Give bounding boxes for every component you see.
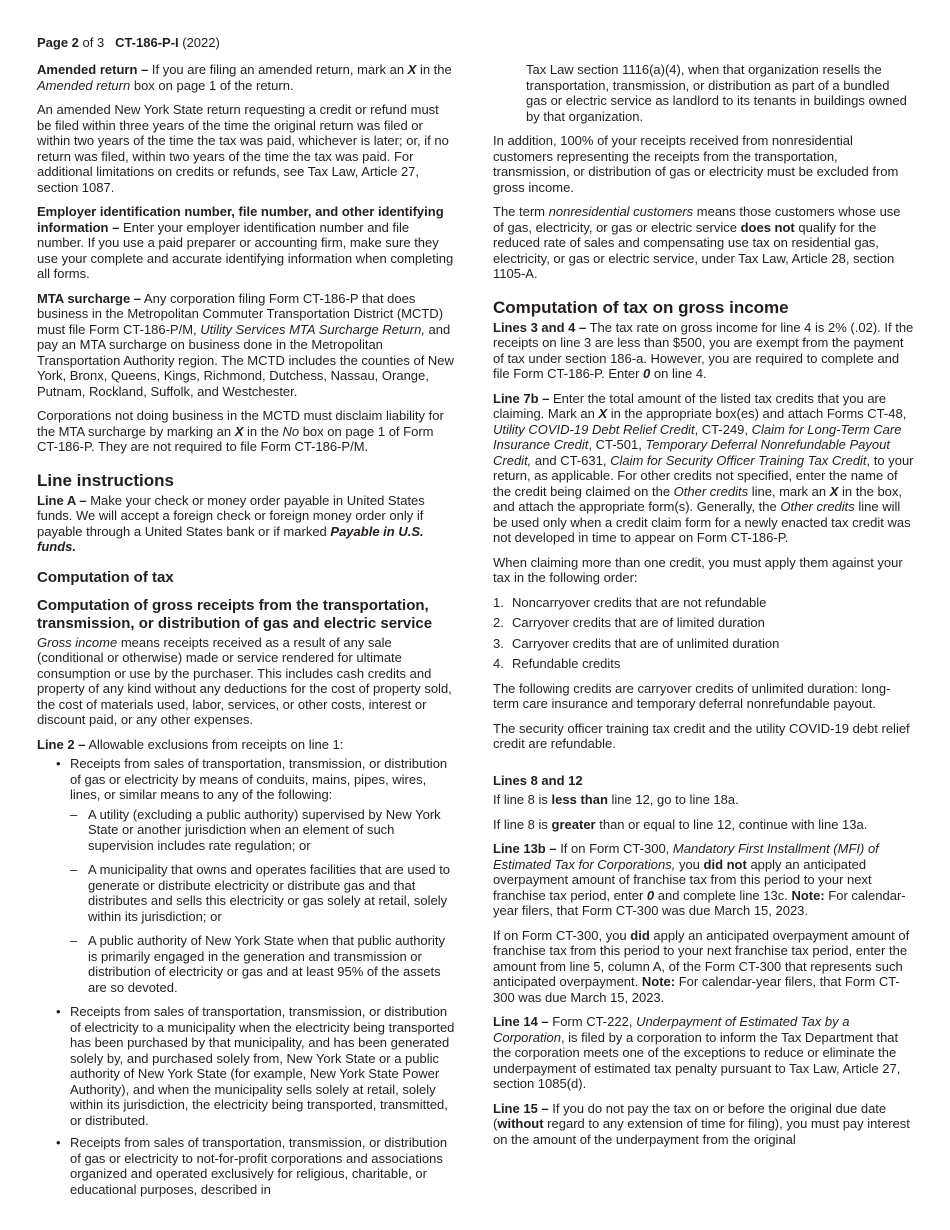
page-header xyxy=(37,35,220,51)
page-count: of 3 xyxy=(78,35,116,50)
line-8-greater-paragraph: If line 8 is greater than or equal to line 12, continue with line 13a. xyxy=(493,816,868,832)
list-item: – A public authority of New York State when that public authority is primarily engaged in the generation and transmission or distribution of electricity or gas and at least 95% of the assets are so devoted. xyxy=(70,933,456,995)
list-item: • Receipts from sales of transportation, transmission, or distribution of electricity to a municipality when the electricity being transported has been purchased by that municipality, and has been generated solely by, and purchased solely from, New York State or a public authority of New York State (for example, New York State Power Authority), and when the municipality sells solely at retail, solely within its jurisdiction, the electricity being transported, transmitted, or distributed. xyxy=(37,1004,456,1128)
nonresidential-paragraph: The term nonresidential customers means those customers whose use of gas, electricity, or gas or electric service does not qualify for the reduced rate of sales and compensating use tax on residential gas, electricity, or gas or electric service, under Tax Law, Article 28, section 1105-A. xyxy=(493,204,901,281)
credit-order-list xyxy=(493,595,914,672)
lines-8-12-heading: Lines 8 and 12 xyxy=(493,772,583,788)
tax-on-gross-income-heading: Computation of tax on gross income xyxy=(493,297,789,317)
line-instructions-heading: Line instructions xyxy=(37,470,174,490)
form-id: CT-186-P-I xyxy=(115,35,179,50)
list-item: • Receipts from sales of transportation, transmission, or distribution of gas or electricity by means of conduits, mains, pipes, wires, lines, or similar means to any of the following: – A utility (excluding a public authority) supervised by New York State or another jurisdiction when an element of such supervision includes rate regulation; or – A municipality that owns and operates facilities that are used to generate or distribute electricity or distribute gas and that distributes and sells this electricity or gas solely at retail, solely within its jurisdiction; or – A public authority of New York State when that public authority is primarily engaged in the generation and transmission or distribution of electricity or gas and at least 95% of the assets are so devoted. xyxy=(37,756,456,995)
list-item: • Receipts from sales of transportation, transmission, or distribution of gas or electricity to not-for-profit corporations and associations organized and operated exclusively for religious, charitable, or educational purposes, described in xyxy=(37,1135,456,1197)
right-column xyxy=(493,62,914,1156)
list-item: 1. Noncarryover credits that are not refundable xyxy=(493,594,767,610)
line-7b-paragraph: Line 7b – Enter the total amount of the listed tax credits that you are claiming. Mark an X in the appropriate box(es) and attach Forms CT-48, Utility COVID-19 Debt Relief Credit, CT-249, Claim for Long-Term Care Insurance Credit, CT-501, Temporary Deferral Nonrefundable Payout Credit, and CT-631, Claim for Security Officer Training Tax Credit, to your return, as applicable. For other credits not specified, enter the name of the credit being claimed on the Other credits line, mark an X in the box, and attach the appropriate form(s). Generally, the Other credits line will be used only when a credit claim form for a newly enacted tax credit was not developed in time to appear on Form CT-186-P. xyxy=(493,390,914,545)
page-number: Page 2 xyxy=(37,35,79,50)
mta-surcharge-paragraph: MTA surcharge – Any corporation filing Form CT-186-P that does business in the Metropolitan Commuter Transportation District (MCTD) must file Form CT-186-P/M, Utility Services MTA Surcharge Return, and pay an MTA surcharge on business done in the Metropolitan Transportation Authority region. The MCTD includes the counties of New York, Bronx, Queens, Kings, Richmond, Dutchess, Nassau, Orange, Putnam, Rockland, Suffolk, and Westchester. xyxy=(37,290,454,399)
list-item: – A municipality that owns and operates facilities that are used to generate or distribute electricity or distribute gas and that distributes and sells this electricity or gas solely at retail, solely within its jurisdiction; or xyxy=(70,862,456,924)
computation-of-tax-heading: Computation of tax xyxy=(37,568,174,586)
in-addition-paragraph: In addition, 100% of your receipts received from nonresidential customers representing the receipts from the transportation, transmission, or distribution of gas or electricity must be excluded from gross income. xyxy=(493,133,899,195)
refundable-paragraph: The security officer training tax credit and the utility COVID-19 debt relief credit are refundable. xyxy=(493,720,910,751)
list-item: – A utility (excluding a public authority) supervised by New York State or another jurisdiction when an element of such supervision includes rate regulation; or xyxy=(70,807,456,854)
claiming-order-paragraph: When claiming more than one credit, you must apply them against your tax in the following order: xyxy=(493,554,903,585)
line-13b-did-paragraph: If on Form CT-300, you did apply an anticipated overpayment amount of franchise tax from this period to your next franchise tax period, enter the amount from line 5, column A, of the Form CT-300 that represents such anticipated overpayment. Note: For calendar-year filers, that Form CT-300 was due March 15, 2023. xyxy=(493,927,910,1005)
line-2-exclusions-list xyxy=(37,756,456,1197)
amended-return-limits-paragraph: An amended New York State return requesting a credit or refund must be filed within three years of the time the original return was filed or within two years of the time the tax was paid, whichever is later; or, if no return was filed, within two years of the time the tax was paid. For additional limitations on credits or refunds, see Tax Law, Article 27, section 1087. xyxy=(37,102,449,195)
line-8-less-paragraph: If line 8 is less than line 12, go to line 18a. xyxy=(493,792,739,807)
mta-disclaim-paragraph: Corporations not doing business in the MCTD must disclaim liability for the MTA surcharge by marking an X in the No box on page 1 of Form CT-186-P. They are not required to file Form CT-186-P/M. xyxy=(37,408,444,454)
bullet-continuation: Tax Law section 1116(a)(4), when that organization resells the transportation, transmission, or distribution as part of a bundled gas or electric service as landlord to its tenants in buildings owned by that organization. xyxy=(526,62,907,124)
gross-income-paragraph: Gross income means receipts received as a result of any sale (conditional or otherwise) made or service rendered for ultimate consumption or use by the purchaser. This includes cash credits and property of any kind without any deductions for the cost of property sold, the cost of materials used, labor, services, or other costs, interest or discount paid, or any other expenses. xyxy=(37,634,452,727)
sublist xyxy=(70,807,456,996)
ein-paragraph: Employer identification number, file number, and other identifying information – Enter your employer identification number and file number. If you use a paid preparer or accounting firm, make sure they use your complete and accurate identifying information when completing all forms. xyxy=(37,204,454,281)
carryover-unlimited-paragraph: The following credits are carryover credits of unlimited duration: long-term care insurance and temporary deferral nonrefundable payout. xyxy=(493,680,891,711)
list-item: 2. Carryover credits that are of limited duration xyxy=(493,615,765,630)
tax-year: (2022) xyxy=(178,35,220,50)
line-2-paragraph: Line 2 – Allowable exclusions from receipts on line 1: xyxy=(37,736,344,752)
left-column xyxy=(37,62,456,1204)
list-item: 4. Refundable credits xyxy=(493,656,621,671)
line-13b-paragraph: Line 13b – If on Form CT-300, Mandatory First Installment (MFI) of Estimated Tax for Corporations, you did not apply an anticipated overpayment amount of franchise tax from this period to your next franchise tax period, enter 0 and complete line 13c. Note: For calendar-year filers, that Form CT-300 was due March 15, 2023. xyxy=(493,841,906,918)
line-14-paragraph: Line 14 – Form CT-222, Underpayment of Estimated Tax by a Corporation, is filed by a corporation to inform the Tax Department that the corporation meets one of the exceptions to reduce or eliminate the underpayment of estimated tax penalty pursuant to Tax Law, Article 27, section 1085(d). xyxy=(493,1014,901,1091)
lines-3-4-paragraph: Lines 3 and 4 – The tax rate on gross income for line 4 is 2% (.02). If the receipts on line 3 are less than $500, you are exempt from the payment of tax under section 186-a. However, you are required to complete and file Form CT-186-P. Enter 0 on line 4. xyxy=(493,319,914,381)
line-a-paragraph: Line A – Make your check or money order payable in United States funds. We will accept a foreign check or foreign money order only if payable through a United States bank or if marked Payable in U.S. funds. xyxy=(37,492,425,554)
line-15-paragraph: Line 15 – If you do not pay the tax on or before the original due date (without regard to any extension of time for filing), you must pay interest on the amount of the underpayment from the original xyxy=(493,1100,910,1147)
amended-return-paragraph: Amended return – If you are filing an amended return, mark an X in the Amended return box on page 1 of the return. xyxy=(37,62,452,93)
gross-receipts-heading: Computation of gross receipts from the transportation, transmission, or distribution of gas and electric service xyxy=(37,596,433,632)
list-item: 3. Carryover credits that are of unlimited duration xyxy=(493,635,780,651)
